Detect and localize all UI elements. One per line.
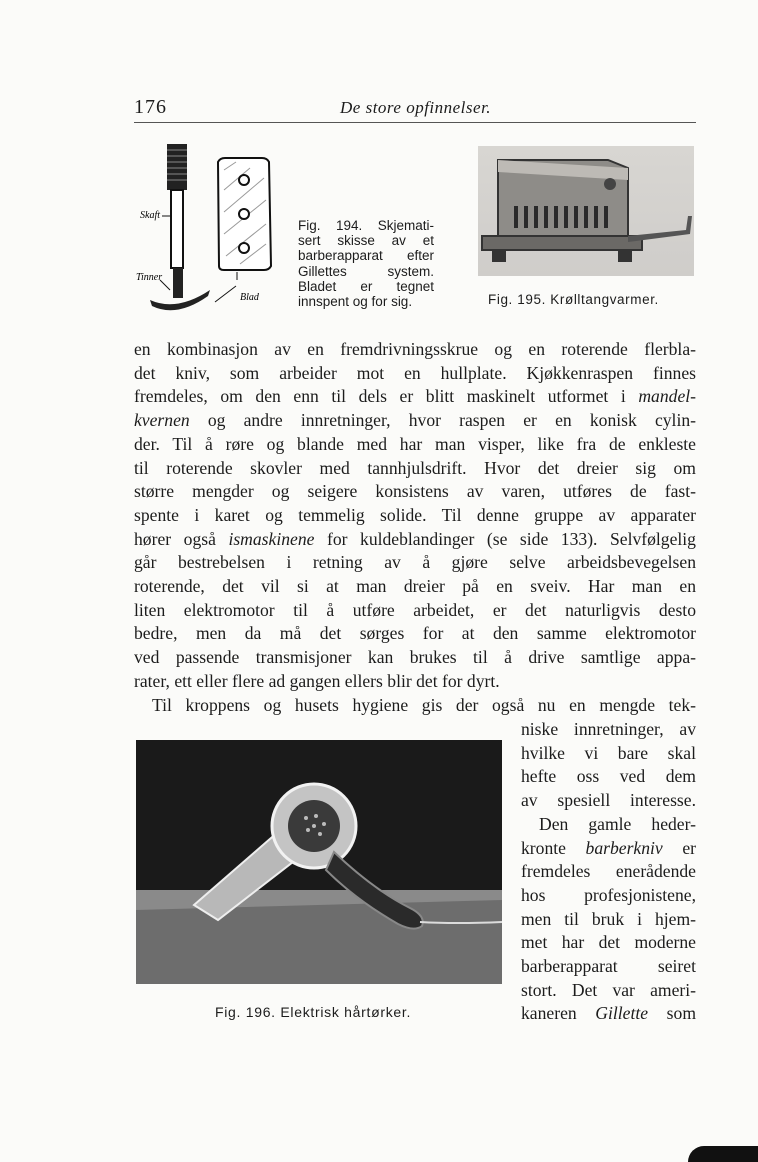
text-run: rater, ett eller flere ad gangen ellers blir det for dyrt.	[134, 670, 500, 691]
label-skaft: Skaft	[140, 210, 160, 221]
text-line	[134, 551, 696, 575]
text-run: liten elektromotor til å utføre arbeidet, er det naturligvis desto	[134, 599, 696, 620]
razor-shaft	[171, 190, 183, 268]
text-line	[134, 362, 696, 386]
column-line	[521, 860, 696, 884]
page-number: 176	[134, 96, 167, 118]
column-line	[521, 742, 696, 766]
column-line	[521, 908, 696, 932]
text-run: går bestrebelsen i retning av å gjøre selve arbeidsbevegelsen	[134, 552, 696, 573]
side-column-text	[521, 718, 696, 1026]
text-line	[134, 599, 696, 623]
text-line	[134, 433, 696, 457]
text-line	[134, 385, 696, 409]
label-blad: Blad	[240, 292, 259, 303]
column-line	[521, 837, 696, 861]
text-run: hos profesjonistene,	[521, 884, 696, 905]
text-line	[134, 646, 696, 670]
caption-line: Fig. 194. Skjemati-	[298, 218, 434, 233]
text-line	[134, 409, 696, 433]
text-run: spente i karet og temmelig solide. Til denne gruppe av apparater	[134, 504, 696, 525]
column-line	[521, 979, 696, 1003]
column-line	[521, 955, 696, 979]
razor-handle-grip	[167, 144, 187, 190]
column-line	[521, 931, 696, 955]
fig196-photo-hair-dryer	[136, 740, 502, 984]
fig196-caption: Fig. 196. Elektrisk hårtørker.	[215, 1004, 412, 1020]
text-run: og andre innretninger, hvor raspen er en konisk cylin-	[189, 410, 696, 431]
text-line	[134, 575, 696, 599]
text-run: kronte	[521, 837, 586, 858]
italic-term: barberkniv	[585, 837, 663, 858]
text-run: bedre, men da må det sørges for at den samme elektromotor	[134, 623, 696, 644]
text-run: met har det moderne	[521, 932, 696, 953]
text-run: hvilke vi bare skal	[521, 742, 696, 763]
text-run: som	[648, 1003, 697, 1024]
text-run: det kniv, som arbeider mot en hullplate. Kjøkkenraspen finnes	[134, 362, 696, 383]
text-run: til roterende skovler med tannhjulsdrift. Hvor det dreier sig om	[134, 457, 696, 478]
text-run: fremdeles enerådende	[521, 861, 696, 882]
body-paragraph-1	[134, 338, 696, 717]
razor-tinner	[173, 268, 183, 298]
text-run: der. Til å røre og blande med har man visper, like fra de enkleste	[134, 433, 696, 454]
text-run: stort. Det var ameri-	[521, 979, 696, 1000]
text-run: hører også	[134, 528, 229, 549]
text-line	[134, 670, 696, 694]
column-line	[521, 1002, 696, 1026]
paragraph-lines	[134, 338, 696, 694]
fig195-caption: Fig. 195. Krølltangvarmer.	[488, 292, 659, 307]
italic-term: ismaskinene	[228, 528, 315, 549]
text-run: Den gamle heder-	[539, 813, 696, 834]
text-line	[134, 480, 696, 504]
fig194-razor-sketch	[136, 140, 290, 320]
text-run: større mengder og seigere konsistens av varen, utføres de fast-	[134, 481, 696, 502]
caption-line: Bladet er tegnet	[298, 278, 434, 294]
fig194-caption	[298, 218, 434, 309]
column-line	[521, 884, 696, 908]
column-line	[521, 765, 696, 789]
body-paragraph-2-first-line: Til kroppens og husets hygiene gis der også nu en mengde tek-	[152, 694, 696, 715]
text-run: ved passende transmisjoner kan brukes til å drive samtlige appa-	[134, 647, 696, 668]
text-run: er	[662, 837, 696, 858]
text-run: hefte oss ved dem	[521, 766, 696, 787]
page-corner-shadow	[688, 1146, 758, 1162]
fig195-photo-curling-iron-heater	[478, 146, 694, 276]
text-line	[134, 504, 696, 528]
italic-term: mandel-	[638, 386, 696, 407]
running-title: De store opfinnelser.	[340, 98, 492, 117]
caption-line: innspent og for sig.	[298, 294, 413, 310]
text-run: niske innretninger, av	[521, 719, 696, 739]
italic-term: kvernen	[134, 410, 190, 431]
caption-line: barberapparat efter	[298, 248, 434, 264]
text-run: roterende, det vil si at man dreier på en sveiv. Har man en	[134, 576, 696, 597]
text-run: en kombinasjon av en fremdrivningsskrue og en roterende flerbla-	[134, 339, 696, 359]
caption-line: Gillettes system.	[298, 263, 434, 279]
text-line	[134, 457, 696, 481]
text-run: for kuldeblandinger (se side 133). Selvfølgelig	[314, 528, 696, 549]
caption-line: sert skisse av et	[298, 233, 434, 249]
text-line	[134, 528, 696, 552]
text-run: kaneren	[521, 1003, 596, 1024]
text-run: barberapparat seiret	[521, 956, 696, 977]
column-line	[521, 718, 696, 742]
page-header	[134, 96, 696, 123]
text-line	[134, 338, 696, 362]
text-run: av spesiell interesse.	[521, 790, 696, 811]
column-line	[521, 789, 696, 813]
text-run: men til bruk i hjem-	[521, 908, 696, 929]
column-line	[521, 813, 696, 837]
italic-term: Gillette	[595, 1003, 649, 1024]
text-line	[134, 622, 696, 646]
label-tinner: Tinner	[136, 272, 163, 283]
text-run: fremdeles, om den enn til dels er blitt maskinelt utformet i	[134, 386, 639, 407]
